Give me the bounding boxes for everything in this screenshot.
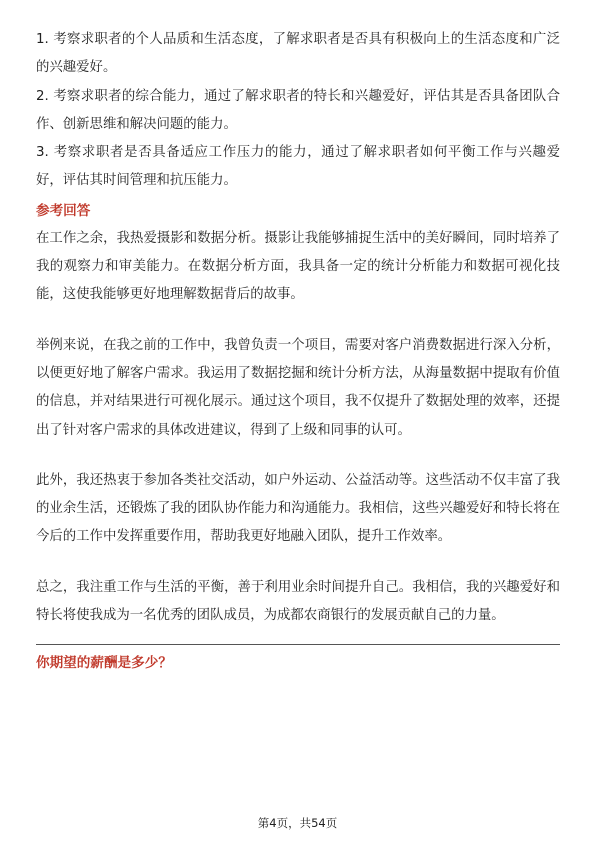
answer-paragraph-1: 在工作之余，我热爱摄影和数据分析。摄影让我能够捕捉生活中的美好瞬间，同时培养了我的观察力和审美能力。在数据分析方面，我具备一定的统计分析能力和数据可视化技能，这使我能够更好地理解数据背后的故事。 xyxy=(36,230,560,303)
intent-item-3: 3. 考察求职者是否具备适应工作压力的能力，通过了解求职者如何平衡工作与兴趣爱好，评估其时间管理和抗压能力。 xyxy=(36,145,560,189)
answer-body xyxy=(36,225,560,631)
answer-paragraph-2: 举例来说，在我之前的工作中，我曾负责一个项目，需要对客户消费数据进行深入分析，以便更好地了解客户需求。我运用了数据挖掘和统计分析方法，从海量数据中提取有价值的信息，并对结果进行可视化展示。通过这个项目，我不仅提升了数据处理的效率，还提出了针对客户需求的具体改进建议，得到了上级和同事的认可。 xyxy=(36,337,560,438)
intent-item-2: 2. 考察求职者的综合能力，通过了解求职者的特长和兴趣爱好，评估其是否具备团队合作、创新思维和解决问题的能力。 xyxy=(36,88,560,132)
intent-list xyxy=(36,26,560,196)
document-page xyxy=(36,26,560,677)
page-footer: 第4页，共54页 xyxy=(257,816,338,830)
answer-heading: 参考回答 xyxy=(36,202,91,219)
answer-paragraph-4: 总之，我注重工作与生活的平衡，善于利用业余时间提升自己。我相信，我的兴趣爱好和特长将使我成为一名优秀的团队成员，为成都农商银行的发展贡献自己的力量。 xyxy=(36,579,560,624)
section-divider xyxy=(36,644,560,645)
intent-item-1: 1. 考察求职者的个人品质和生活态度，了解求职者是否具有积极向上的生活态度和广泛的兴趣爱好。 xyxy=(36,32,560,76)
answer-paragraph-3: 此外，我还热衷于参加各类社交活动，如户外运动、公益活动等。这些活动不仅丰富了我的业余生活，还锻炼了我的团队协作能力和沟通能力。我相信，这些兴趣爱好和特长将在今后的工作中发挥重要作用，帮助我更好地融入团队，提升工作效率。 xyxy=(36,472,560,545)
next-question-heading: 你期望的薪酬是多少？ xyxy=(36,655,172,672)
